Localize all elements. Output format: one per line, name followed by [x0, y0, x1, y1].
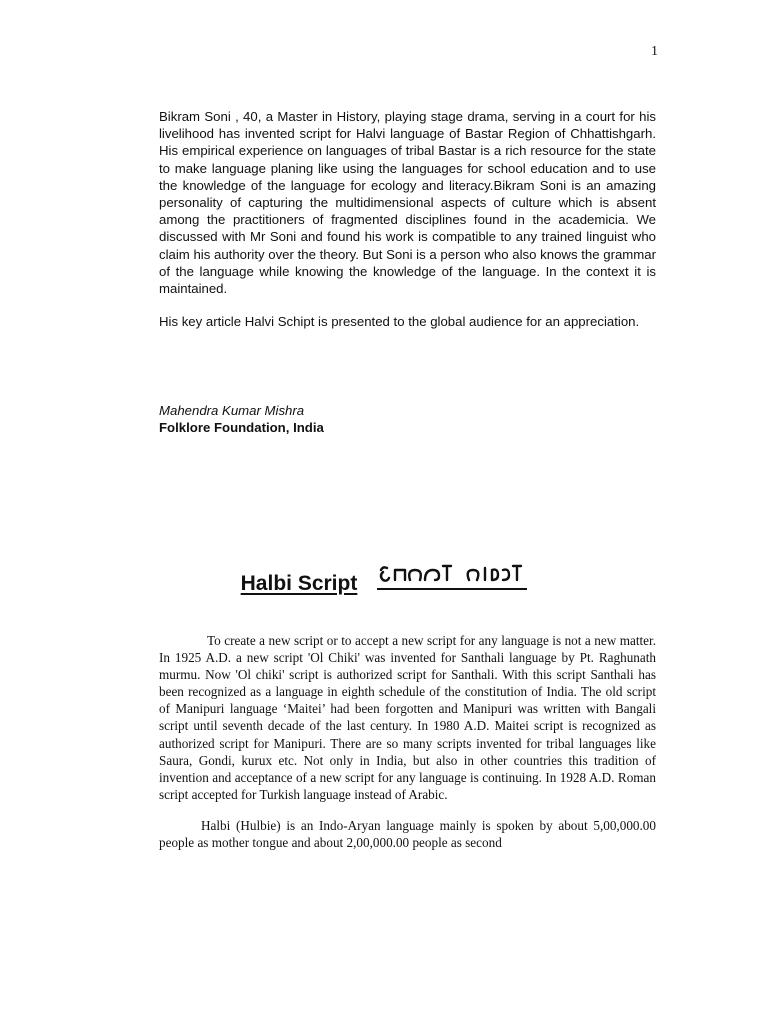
- title-row: [0, 560, 768, 596]
- body-paragraph-2: Halbi (Hulbie) is an Indo-Aryan language mainly is spoken by about 5,00,000.00 people as mother tongue and about 2,00,000.00 people as second: [159, 817, 656, 851]
- halbi-script-glyph-drawing: [377, 560, 527, 586]
- intro-paragraph-2: His key article Halvi Schipt is presented to the global audience for an appreciation.: [159, 314, 640, 330]
- intro-section: [159, 108, 656, 346]
- author-organization: Folklore Foundation, India: [159, 420, 324, 436]
- page-number: 1: [651, 44, 658, 59]
- author-name: Mahendra Kumar Mishra: [159, 403, 305, 418]
- body-section: [159, 632, 656, 865]
- intro-paragraph-1: Bikram Soni , 40, a Master in History, playing stage drama, serving in a court for his livelihood has invented script for Halvi language of Bastar Region of Chhattishgarh. His empirical experience on languages of tribal Bastar is a rich resource for the state to make language planing like using the languages for school education and to use the knowledge of the language for ecology and literacy.Bikram Soni is an amazing personality of capturing the multidimensional aspects of culture which is absent among the practitioners of fragmented disciplines found in the academicia. We discussed with Mr Soni and found his work is compatible to any trained linguist who claim his authority over the theory. But Soni is a person who also knows the grammar of the language while knowing the knowledge of the language. In the context it is maintained.: [159, 109, 656, 297]
- body-paragraph-1: To create a new script or to accept a new script for any language is not a new matter. In 1925 A.D. a new script 'Ol Chiki' was invented for Santhali language by Pt. Raghunath murmu. Now 'Ol chiki' script is authorized script for Santhali. With this script Santhali has been recognized as a language in eighth schedule of the constitution of India. The old script of Manipuri language ‘Maitei’ had been forgotten and Manipuri was written with Bangali script until seventh decade of the last century. In 1980 A.D. Maitei script is recognized as authorized script for Manipuri. There are so many scripts invented for tribal languages like Saura, Gondi, kurux etc. Not only in India, but also in other countries this tradition of invention and acceptance of a new script for any language is continuing. In 1928 A.D. Roman script accepted for Turkish language instead of Arabic.: [159, 633, 656, 802]
- halbi-script-title-glyphs: [377, 560, 527, 590]
- signature-block: [159, 402, 656, 436]
- document-title: Halbi Script: [240, 572, 358, 595]
